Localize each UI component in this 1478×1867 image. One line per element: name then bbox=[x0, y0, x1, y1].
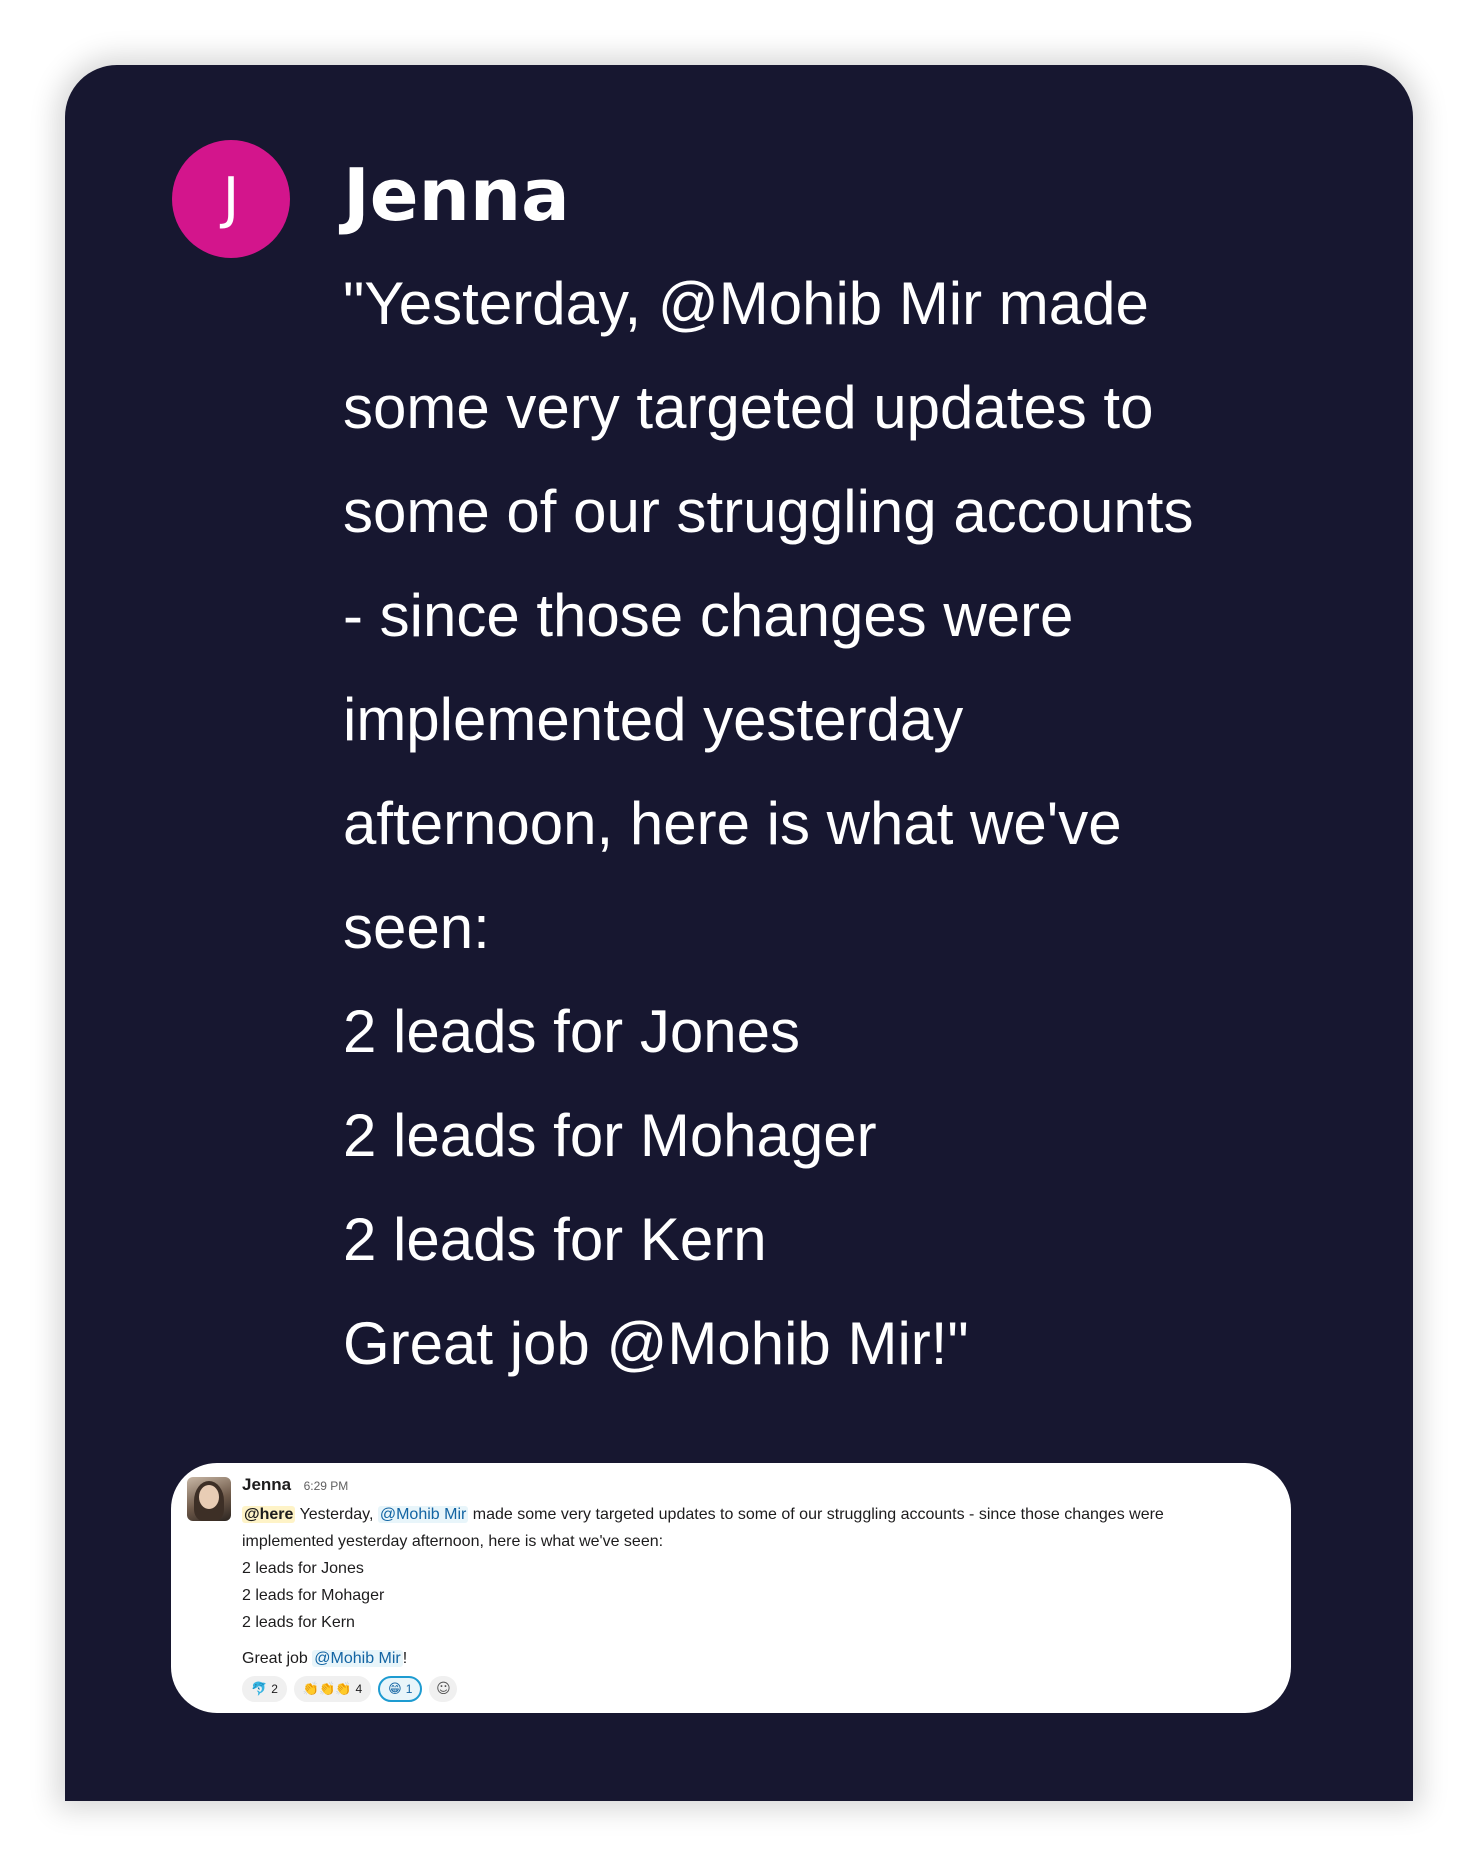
message-text: Yesterday, bbox=[299, 1506, 374, 1523]
message-card bbox=[65, 65, 1413, 1801]
reaction-clapping[interactable] bbox=[294, 1676, 371, 1702]
add-reaction-button[interactable] bbox=[429, 1676, 457, 1702]
message-timestamp[interactable]: 6:29 PM bbox=[303, 1479, 349, 1493]
user-mention[interactable]: @Mohib Mir bbox=[379, 1506, 467, 1523]
quote-line: 2 leads for Mohager bbox=[343, 1102, 877, 1169]
quote-line: Great job @Mohib Mir!" bbox=[343, 1310, 969, 1377]
message-text: Great job bbox=[242, 1650, 308, 1667]
quote-line: implemented yesterday bbox=[343, 686, 964, 753]
message-text: made some very targeted updates to some of our struggling accounts - since those changes were bbox=[472, 1506, 1164, 1523]
message-line bbox=[242, 1645, 1272, 1672]
reaction-count: 2 bbox=[271, 1682, 278, 1696]
grinning-face-icon: 😁 bbox=[388, 1681, 402, 1697]
avatar: J bbox=[172, 140, 290, 258]
message-line: implemented yesterday afternoon, here is what we've seen: bbox=[242, 1533, 664, 1550]
quote-line: 2 leads for Kern bbox=[343, 1206, 767, 1273]
quote-line: 2 leads for Jones bbox=[343, 998, 800, 1065]
sender-name[interactable]: Jenna bbox=[242, 1475, 292, 1494]
dolphin-icon: 🐬 bbox=[251, 1681, 268, 1697]
message-line: 2 leads for Mohager bbox=[242, 1587, 385, 1604]
reaction-dolphin[interactable] bbox=[242, 1676, 287, 1702]
message-line: 2 leads for Kern bbox=[242, 1614, 355, 1631]
slack-message-screenshot bbox=[171, 1463, 1291, 1713]
quote-line: seen: bbox=[343, 894, 490, 961]
add-reaction-icon: ☺ bbox=[436, 1681, 451, 1697]
reaction-count: 1 bbox=[405, 1682, 413, 1696]
message-line bbox=[242, 1501, 1272, 1528]
quote-line: some very targeted updates to bbox=[343, 374, 1154, 441]
message-line: 2 leads for Jones bbox=[242, 1560, 364, 1577]
here-mention[interactable]: @here bbox=[244, 1506, 294, 1523]
clapping-hands-icon: 👏👏👏 bbox=[302, 1681, 352, 1697]
user-mention[interactable]: @Mohib Mir bbox=[314, 1650, 401, 1667]
quote-line: afternoon, here is what we've bbox=[343, 790, 1122, 857]
message-header bbox=[242, 1475, 348, 1495]
quote-line: "Yesterday, @Mohib Mir made bbox=[343, 270, 1149, 337]
reaction-count: 4 bbox=[355, 1682, 363, 1696]
reaction-bar bbox=[242, 1675, 457, 1703]
quote-line: some of our struggling accounts bbox=[343, 478, 1194, 545]
author-name: Jenna bbox=[343, 153, 570, 237]
quote-text bbox=[343, 252, 1353, 1396]
reaction-grinning[interactable] bbox=[378, 1676, 422, 1702]
user-avatar[interactable] bbox=[187, 1477, 231, 1521]
message-text: ! bbox=[402, 1650, 408, 1667]
quote-line: - since those changes were bbox=[343, 582, 1074, 649]
message-body bbox=[242, 1501, 1272, 1672]
